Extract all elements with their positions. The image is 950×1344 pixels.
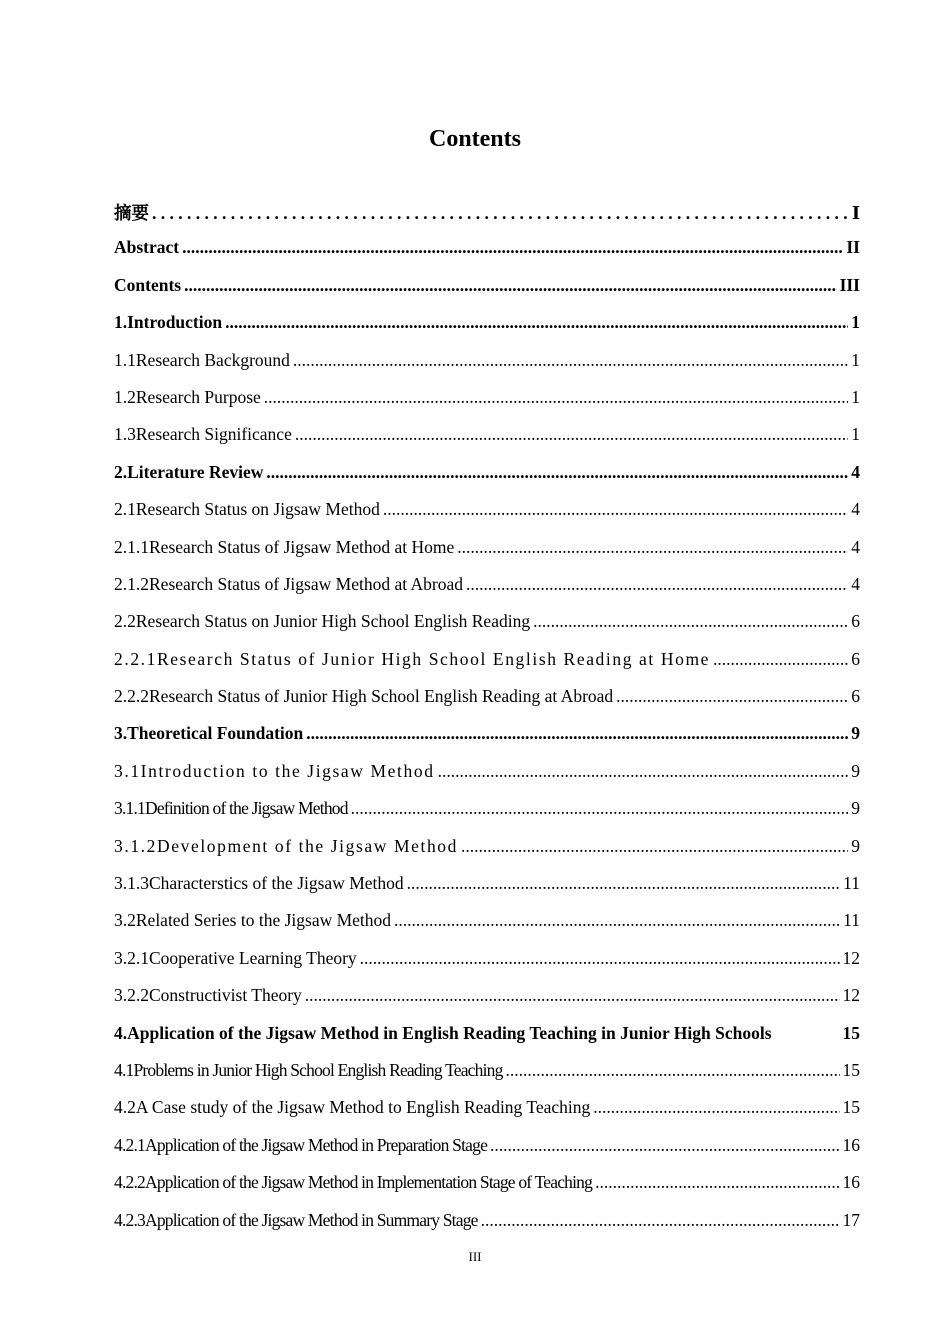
toc-dot-leader (293, 350, 848, 371)
toc-dot-leader (616, 686, 848, 707)
toc-entry-title: 3.2.1Cooperative Learning Theory (114, 947, 357, 968)
toc-entry-page: 1 (851, 386, 860, 407)
toc-entry-title: 3.1.1Definition of the Jigsaw Method (114, 798, 348, 819)
toc-dot-leader (264, 387, 848, 408)
toc-entry[interactable] (114, 686, 860, 723)
toc-entry[interactable] (114, 574, 860, 611)
toc-entry-page: 9 (851, 798, 860, 819)
toc-entry[interactable] (114, 798, 860, 835)
toc-entry-page: 4 (851, 499, 860, 520)
toc-dot-leader (713, 649, 848, 670)
toc-entry[interactable] (114, 910, 860, 947)
toc-entry[interactable] (114, 1210, 860, 1247)
toc-entry-title: 1.Introduction (114, 312, 223, 333)
toc-dot-leader (152, 203, 849, 224)
toc-dot-leader (593, 1097, 839, 1118)
toc-entry[interactable] (114, 649, 860, 686)
toc-entry-title: 4.2.1Application of the Jigsaw Method in Preparation Stage (114, 1134, 488, 1155)
toc-entry-title: 1.2Research Purpose (114, 386, 261, 407)
toc-entry-page: 16 (842, 1134, 860, 1155)
toc-entry-page: 15 (842, 1059, 860, 1080)
toc-dot-leader (295, 424, 848, 445)
page-title: Contents (428, 126, 521, 152)
toc-entry-page: 15 (842, 1097, 860, 1118)
toc-entry-title: 3.2Related Series to the Jigsaw Method (114, 910, 392, 931)
toc-dot-leader (438, 761, 849, 782)
toc-dot-leader (461, 836, 848, 857)
toc-entry-title: 2.Literature Review (114, 461, 264, 482)
toc-dot-leader (466, 574, 848, 595)
toc-dot-leader (457, 537, 848, 558)
toc-entry-title: 1.3Research Significance (114, 424, 292, 445)
toc-dot-leader (360, 948, 840, 969)
toc-dot-leader (305, 985, 840, 1006)
toc-entry[interactable] (114, 275, 860, 312)
toc-entry-title: 1.1Research Background (114, 349, 290, 370)
toc-entry[interactable] (114, 761, 860, 798)
toc-entry-title: 摘要 (114, 203, 149, 223)
toc-entry-page: 12 (842, 947, 860, 968)
toc-dot-leader (595, 1172, 839, 1193)
toc-entry-title: 3.1.2Development of the Jigsaw Method (114, 835, 459, 856)
toc-entry-title: 3.2.2Constructivist Theory (114, 985, 302, 1006)
toc-entry[interactable] (114, 985, 860, 1022)
toc-entry-page: 9 (851, 723, 860, 744)
toc-entry-title: 2.2Research Status on Junior High School English Reading (114, 611, 531, 632)
toc-entry[interactable] (114, 723, 860, 760)
toc-dot-leader (506, 1060, 840, 1081)
toc-entry-title: 2.2.2Research Status of Junior High School English Reading at Abroad (114, 686, 614, 707)
toc-entry-title: 3.1Introduction to the Jigsaw Method (114, 760, 435, 781)
toc-entry-title: Contents (114, 274, 182, 295)
toc-entry-page: 1 (851, 424, 860, 445)
toc-entry[interactable] (114, 350, 860, 387)
toc-entry-page: 9 (851, 835, 860, 856)
toc-entry-title: 4.2A Case study of the Jigsaw Method to English Reading Teaching (114, 1097, 591, 1118)
toc-entry-page: 4 (851, 461, 860, 482)
toc-entry[interactable] (114, 312, 860, 349)
toc-entry-title: 2.1.1Research Status of Jigsaw Method at Home (114, 536, 455, 557)
toc-dot-leader (351, 798, 849, 819)
toc-entry-page: 1 (851, 349, 860, 370)
toc-entry-page: 17 (842, 1209, 860, 1230)
toc-dot-leader (533, 611, 848, 632)
toc-entry-page: II (846, 237, 860, 258)
toc-entry[interactable] (114, 537, 860, 574)
toc-entry[interactable] (114, 836, 860, 873)
toc-dot-leader (490, 1135, 839, 1156)
toc-entry[interactable] (114, 1135, 860, 1172)
toc-entry-page: 4 (851, 536, 860, 557)
toc-entry[interactable] (114, 387, 860, 424)
toc-dot-leader (481, 1210, 840, 1231)
toc-entry-page: 12 (842, 985, 860, 1006)
toc-entry[interactable] (114, 873, 860, 910)
toc-dot-leader (407, 873, 840, 894)
toc-entry[interactable] (114, 1097, 860, 1134)
toc-dot-leader (225, 312, 848, 333)
page-number: III (468, 1249, 482, 1264)
toc-dot-leader (184, 275, 836, 296)
toc-entry-page: 15 (842, 1022, 860, 1043)
toc-dot-leader (266, 462, 848, 483)
toc-entry-title: Abstract (114, 237, 180, 258)
toc-entry-page: 11 (843, 873, 860, 894)
toc-entry[interactable] (114, 1023, 860, 1060)
toc-entry[interactable] (114, 1060, 860, 1097)
toc-entry[interactable] (114, 499, 860, 536)
toc-entry-page: 4 (851, 573, 860, 594)
toc-dot-leader (394, 910, 840, 931)
toc-entry-page: 6 (851, 686, 860, 707)
toc-entry[interactable] (114, 237, 860, 274)
table-of-contents (114, 200, 860, 1247)
toc-entry-page: III (839, 274, 860, 295)
toc-entry[interactable] (114, 200, 860, 237)
toc-entry-title: 2.2.1Research Status of Junior High School English Reading at Home (114, 648, 711, 669)
toc-entry-page: 6 (851, 648, 860, 669)
toc-entry-title: 3.Theoretical Foundation (114, 723, 304, 744)
toc-entry-title: 4.Application of the Jigsaw Method in English Reading Teaching in Junior High Schools (114, 1022, 772, 1043)
toc-entry[interactable] (114, 462, 860, 499)
toc-entry[interactable] (114, 611, 860, 648)
toc-entry-title: 2.1.2Research Status of Jigsaw Method at Abroad (114, 573, 463, 594)
toc-entry-page: 6 (851, 611, 860, 632)
toc-dot-leader (182, 237, 843, 258)
toc-entry-page: 11 (843, 910, 860, 931)
toc-entry-page: 9 (851, 760, 860, 781)
toc-entry[interactable] (114, 948, 860, 985)
toc-entry-title: 4.1Problems in Junior High School English Reading Teaching (114, 1059, 503, 1080)
toc-entry[interactable] (114, 1172, 860, 1209)
toc-entry-title: 4.2.2Application of the Jigsaw Method in Implementation Stage of Teaching (114, 1172, 593, 1193)
toc-entry-title: 3.1.3Characterstics of the Jigsaw Method (114, 873, 404, 894)
toc-entry-page: 16 (842, 1172, 860, 1193)
toc-dot-leader (383, 499, 848, 520)
toc-dot-leader (306, 723, 848, 744)
toc-entry-page: Ⅰ (851, 203, 860, 223)
toc-entry-page: 1 (851, 312, 860, 333)
toc-entry-title: 4.2.3Application of the Jigsaw Method in Summary Stage (114, 1209, 478, 1230)
toc-entry-title: 2.1Research Status on Jigsaw Method (114, 499, 380, 520)
toc-entry[interactable] (114, 424, 860, 461)
